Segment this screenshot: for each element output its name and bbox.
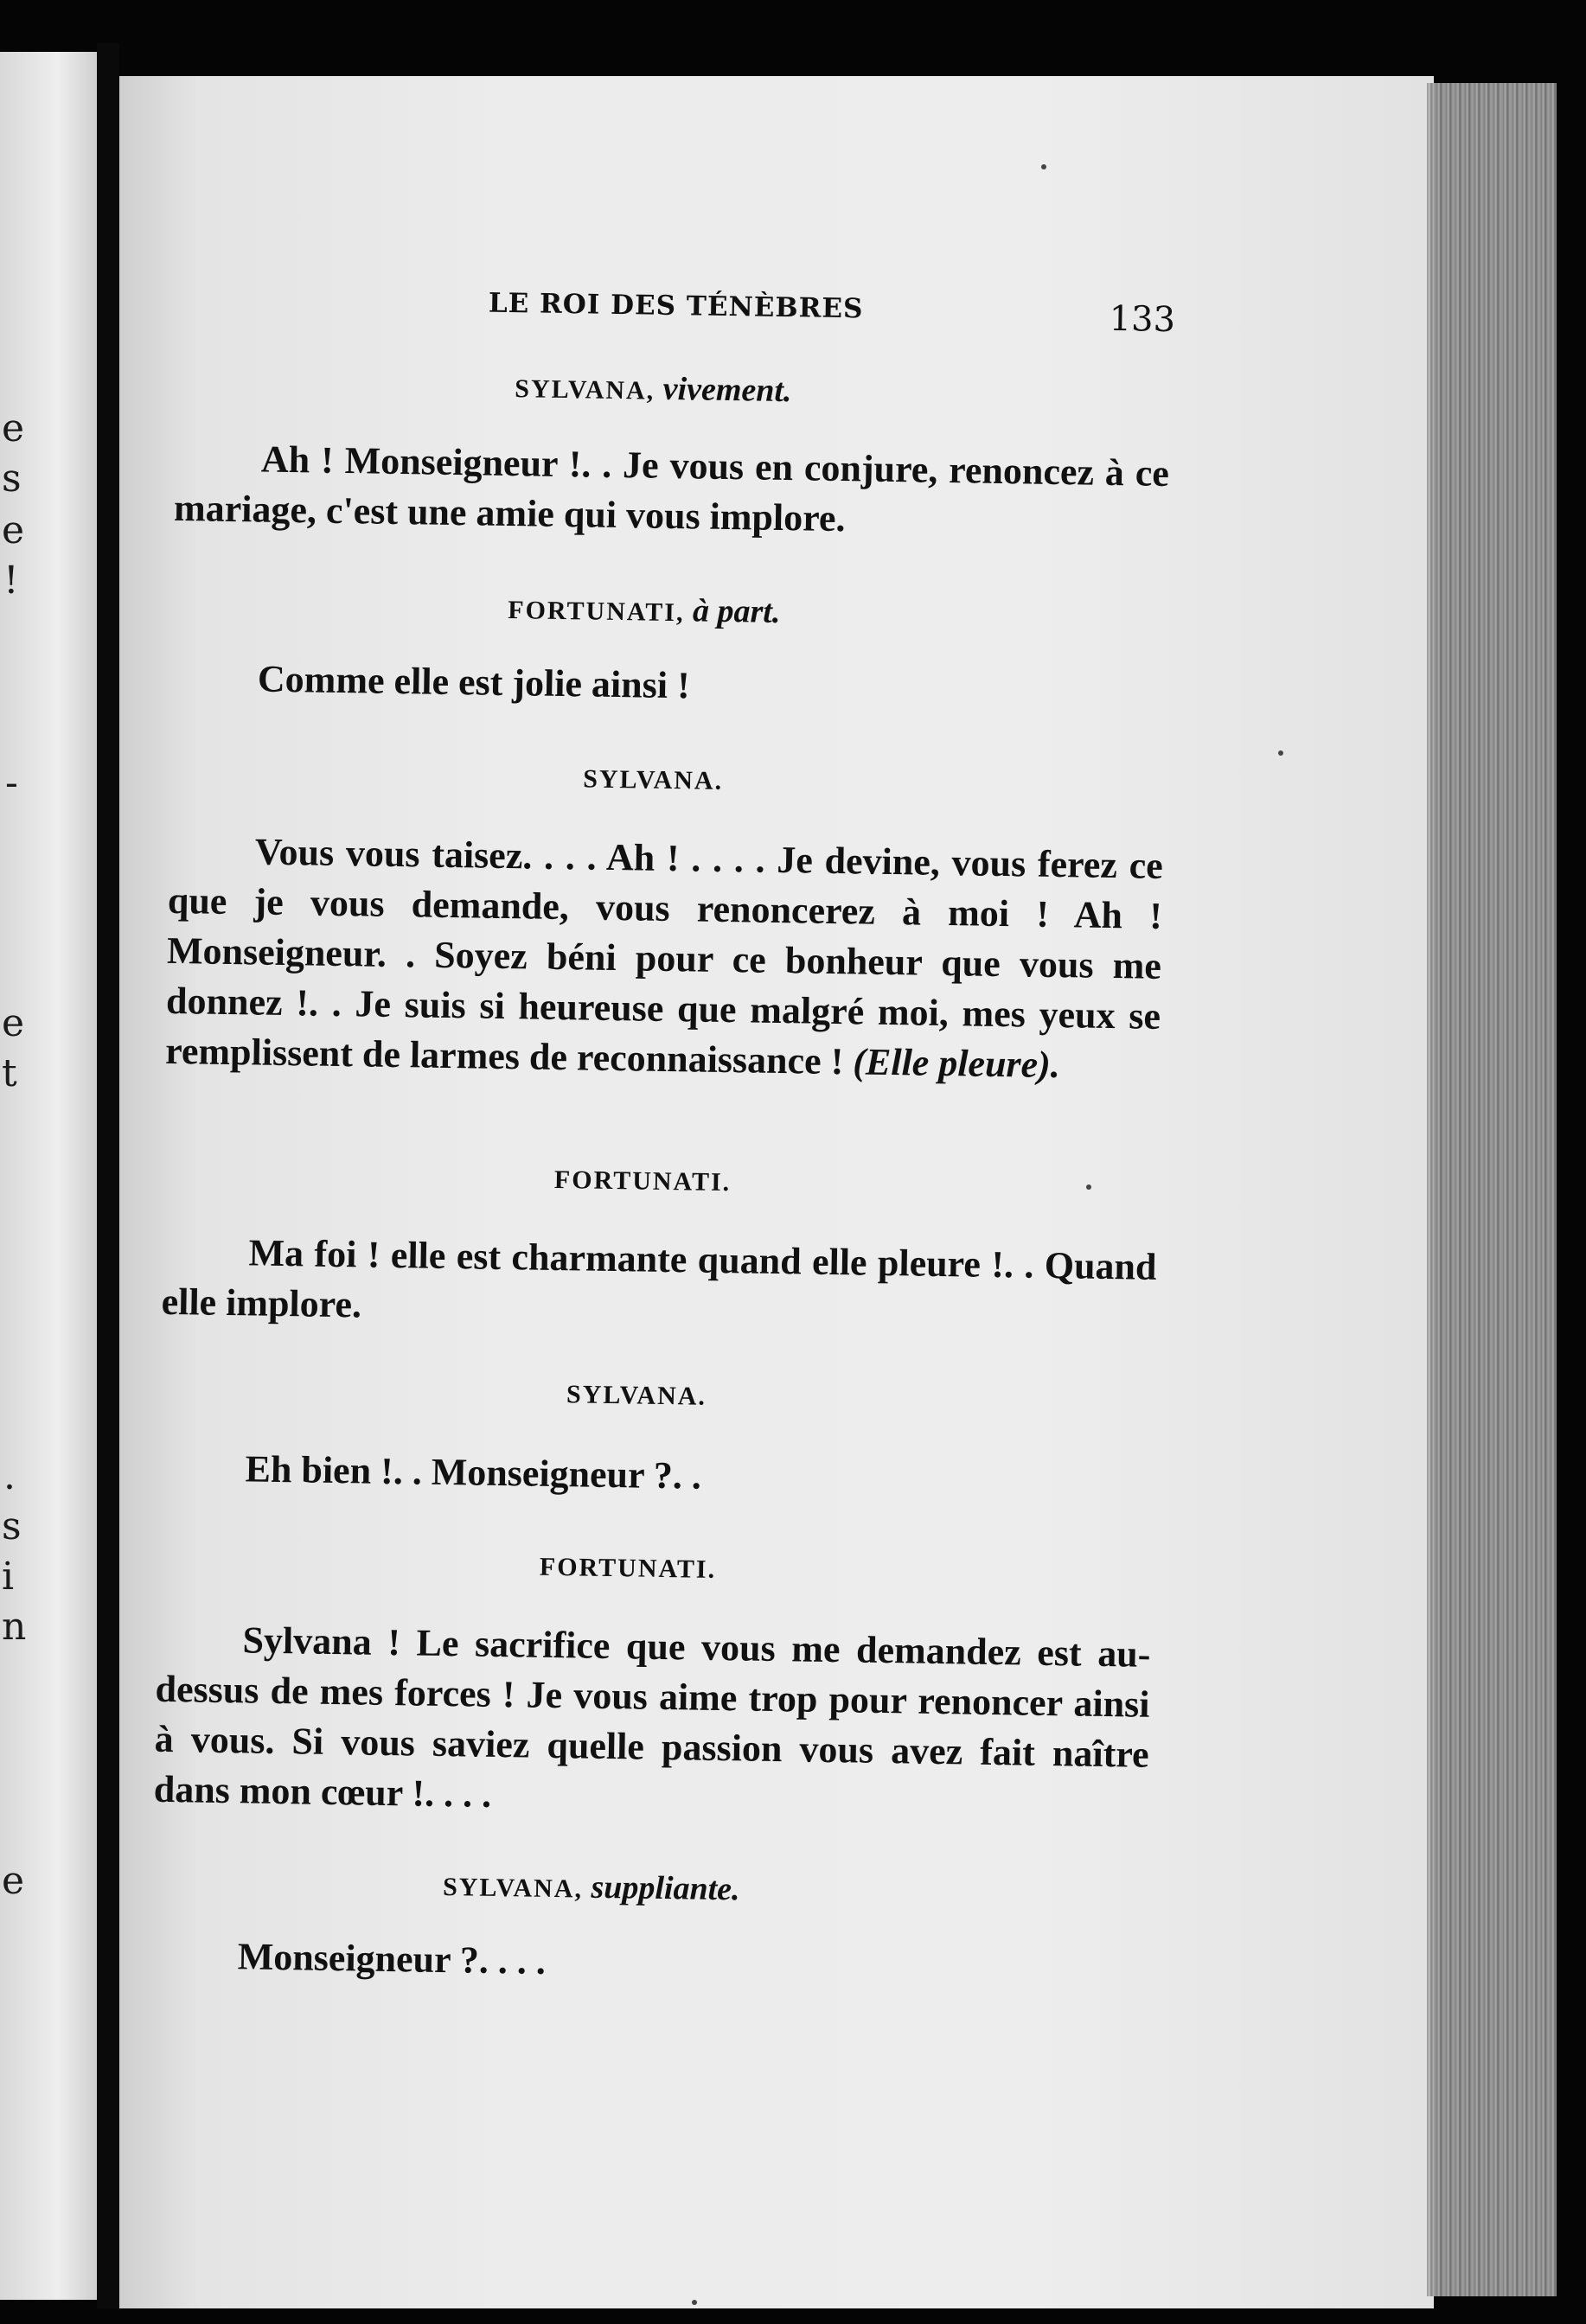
- dialogue-paragraph: [174, 433, 1170, 549]
- dialogue-text: Ma foi ! elle est charmante quand elle pleure !. . Quand elle implore.: [161, 1231, 1157, 1326]
- dialogue-paragraph: [158, 1443, 1154, 1509]
- speaker-heading: [540, 1553, 717, 1585]
- dialogue-text: Eh bien !. . Monseigneur ?. .: [245, 1447, 702, 1497]
- speaker-name: SYLVANA,: [442, 1873, 584, 1904]
- speaker-name: FORTUNATI.: [539, 1552, 717, 1584]
- fragment-letter: -: [5, 761, 18, 805]
- running-title: LE ROI DES TÉNÈBRES: [488, 287, 864, 325]
- speaker-heading: [566, 1380, 707, 1412]
- stage-direction: à part.: [692, 592, 781, 630]
- dialogue-text: Vous vous taisez. . . . Ah ! . . . . Je devine, vous ferez ce que je vous demande, vous renoncerez à moi ! Ah ! Monseigneur. . Soyez béni pour ce bonheur que vous me donnez !. . Je suis si heureuse que malgré moi, mes yeux se remplissent de larmes de reconnaissance !: [164, 830, 1164, 1083]
- dialogue-text: Ah ! Monseigneur !. . Je vous en conjure, renoncez à ce mariage, c'est une amie qui vous implore.: [173, 437, 1170, 540]
- dialogue-text: Monseigneur ?. . . .: [237, 1935, 547, 1982]
- dialogue-text: Sylvana ! Le sacrifice que vous me demandez est au-dessus de mes forces ! Je vous aime trop pour renoncer ainsi à vous. Si vous saviez quelle passion vous avez fait naître dans mon cœur !. . . .: [153, 1618, 1151, 1816]
- dialogue-paragraph: [171, 653, 1167, 718]
- dialogue-paragraph: [161, 1227, 1157, 1343]
- speaker-name: SYLVANA.: [582, 764, 724, 795]
- fragment-letter: e: [2, 406, 25, 450]
- fragment-letter: .: [3, 1454, 16, 1498]
- fragment-letter: s: [2, 456, 22, 501]
- speaker-heading: [583, 764, 723, 796]
- speaker-heading: [443, 1866, 740, 1908]
- speaker-heading: [515, 367, 792, 410]
- speaker-heading: [508, 589, 781, 631]
- fragment-letter: t: [2, 1051, 17, 1095]
- fragment-letter: e: [2, 508, 25, 552]
- fragment-letter: s: [2, 1504, 22, 1548]
- fragment-letter: e: [2, 1859, 25, 1903]
- dialogue-paragraph: [150, 1931, 1146, 1996]
- speaker-name: FORTUNATI,: [508, 596, 685, 628]
- fragment-letter: e: [2, 1001, 25, 1045]
- dialogue-paragraph: [153, 1614, 1151, 1830]
- stage-direction: (Elle pleure).: [852, 1040, 1061, 1087]
- fragment-letter: !: [3, 559, 19, 603]
- fragment-letter: i: [2, 1555, 15, 1599]
- speaker-name: SYLVANA.: [566, 1380, 707, 1411]
- speaker-name: FORTUNATI.: [553, 1165, 732, 1197]
- stage-direction: suppliante.: [591, 1868, 740, 1908]
- dialogue-text: Comme elle est jolie ainsi !: [257, 657, 691, 707]
- speaker-heading: [554, 1165, 732, 1197]
- page-number: 133: [1109, 298, 1176, 341]
- dialogue-paragraph: [165, 826, 1163, 1092]
- fragment-letter: n: [2, 1605, 27, 1649]
- stage-direction: vivement.: [662, 370, 792, 410]
- speaker-name: SYLVANA,: [515, 374, 656, 405]
